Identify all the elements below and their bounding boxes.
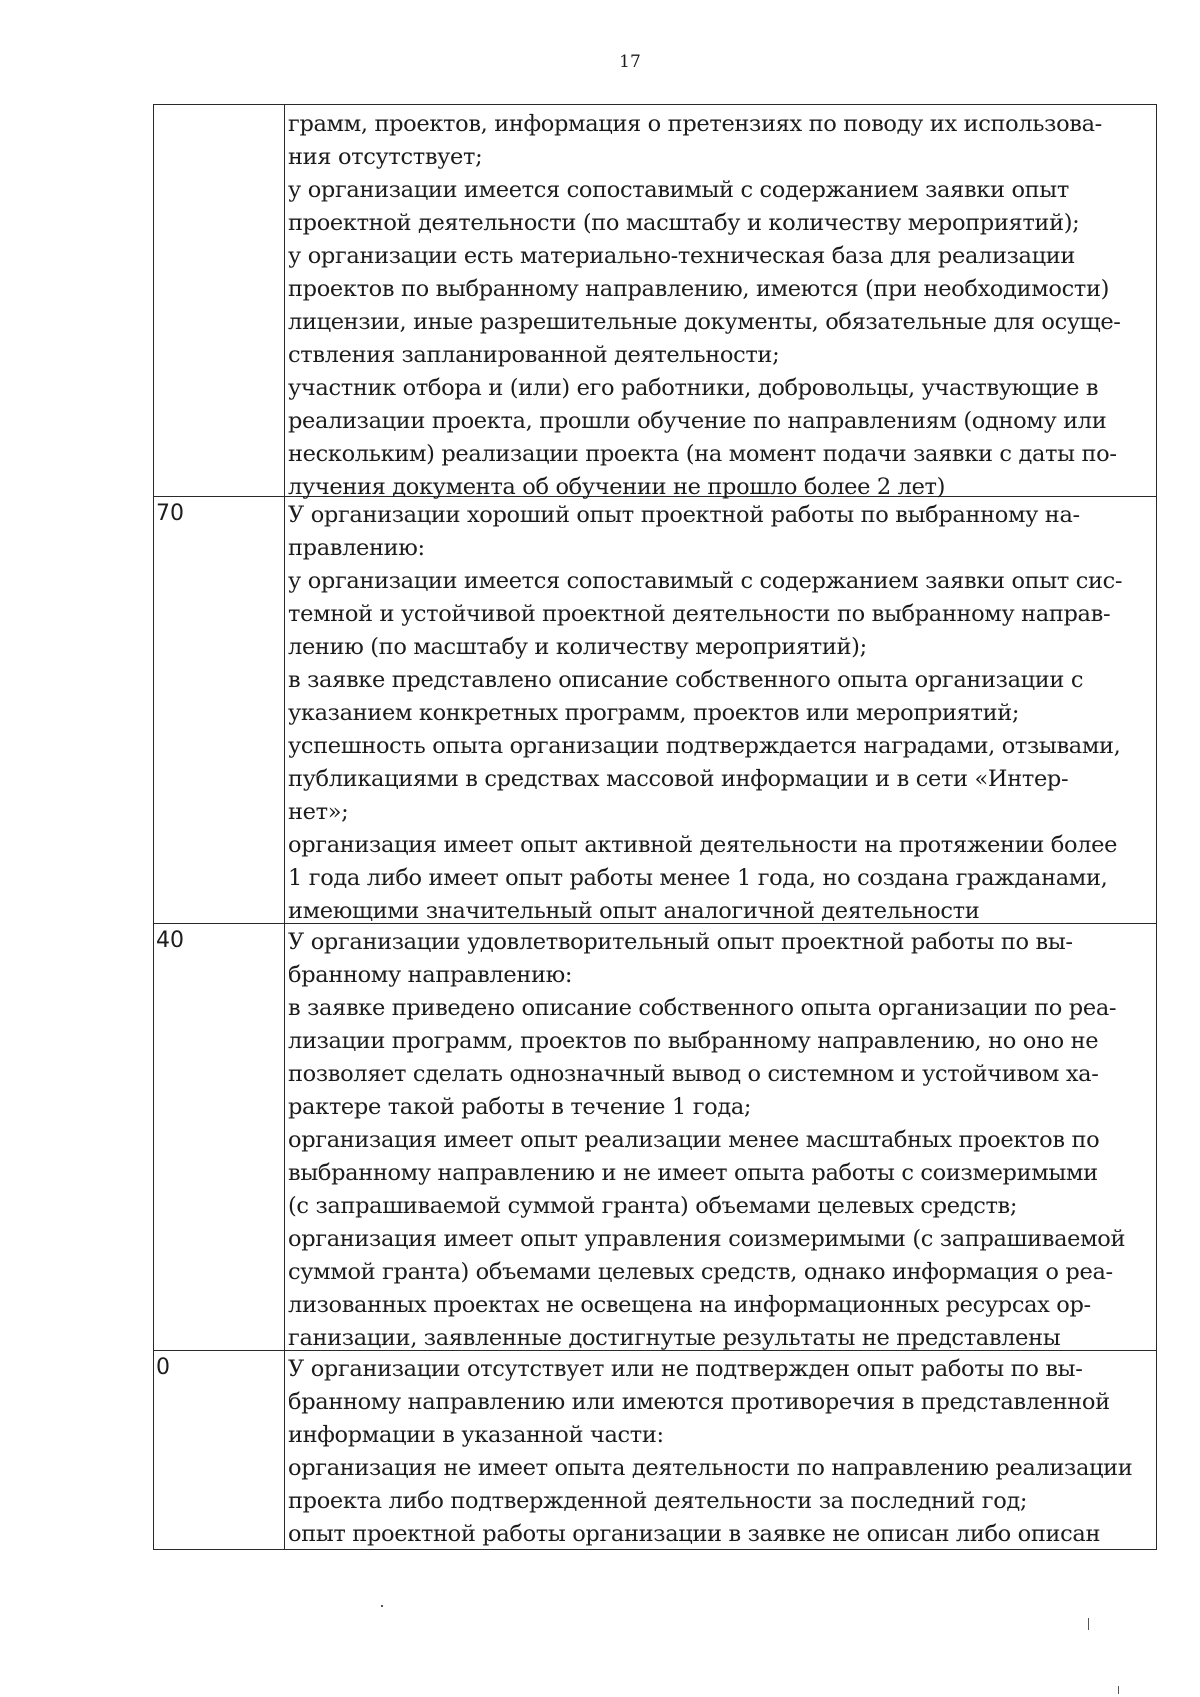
description-line: ния отсутствует; bbox=[288, 144, 483, 170]
description-line: рактере такой работы в течение 1 года; bbox=[288, 1094, 752, 1120]
description-line: у организации есть материально-техническая база для реализации bbox=[288, 243, 1076, 269]
description-line: бранному направлению или имеются противоречия в представленной bbox=[288, 1389, 1110, 1415]
description-line: публикациями в средствах массовой информации и в сети «Интер- bbox=[288, 766, 1069, 792]
description-line: выбранному направлению и не имеет опыта работы с соизмеримыми bbox=[288, 1160, 1098, 1186]
description-line: У организации хороший опыт проектной работы по выбранному на- bbox=[288, 502, 1080, 528]
description-line: организация имеет опыт активной деятельности на протяжении более bbox=[288, 832, 1118, 858]
description-line: в заявке приведено описание собственного опыта организации по реа- bbox=[288, 995, 1117, 1021]
scan-speck bbox=[1118, 1686, 1119, 1694]
description-line: участник отбора и (или) его работники, добровольцы, участвующие в bbox=[288, 375, 1099, 401]
description-line: указанием конкретных программ, проектов или мероприятий; bbox=[288, 700, 1020, 726]
description-line: У организации отсутствует или не подтвержден опыт работы по вы- bbox=[288, 1356, 1083, 1382]
description-line: проектной деятельности (по масштабу и количеству мероприятий); bbox=[288, 210, 1080, 236]
description-line: лизованных проектах не освещена на информационных ресурсах ор- bbox=[288, 1292, 1091, 1318]
description-line: нескольким) реализации проекта (на момент подачи заявки с даты по- bbox=[288, 441, 1117, 467]
description-cell bbox=[288, 108, 1154, 504]
description-cell bbox=[288, 499, 1154, 928]
description-line: организация не имеет опыта деятельности по направлению реализации bbox=[288, 1455, 1133, 1481]
description-line: ствления запланированной деятельности; bbox=[288, 342, 780, 368]
score-cell: 70 bbox=[156, 501, 184, 526]
description-cell bbox=[288, 1353, 1154, 1551]
description-line: организация имеет опыт управления соизмеримыми (с запрашиваемой bbox=[288, 1226, 1126, 1252]
description-line: проекта либо подтвержденной деятельности за последний год; bbox=[288, 1488, 1028, 1514]
page-number: 17 bbox=[619, 52, 641, 72]
column-divider bbox=[284, 105, 285, 1549]
description-line: нет»; bbox=[288, 799, 349, 825]
description-line: информации в указанной части: bbox=[288, 1422, 664, 1448]
criteria-table bbox=[153, 104, 1157, 1550]
description-line: лицензии, иные разрешительные документы, обязательные для осуще- bbox=[288, 309, 1121, 335]
score-cell: 0 bbox=[156, 1355, 170, 1380]
description-line: (с запрашиваемой суммой гранта) объемами целевых средств; bbox=[288, 1193, 1018, 1219]
description-line: позволяет сделать однозначный вывод о системном и устойчивом ха- bbox=[288, 1061, 1099, 1087]
description-line: проектов по выбранному направлению, имеются (при необходимости) bbox=[288, 276, 1110, 302]
description-line: организация имеет опыт реализации менее масштабных проектов по bbox=[288, 1127, 1100, 1153]
description-line: имеющими значительный опыт аналогичной деятельности bbox=[288, 898, 980, 924]
description-line: правлению: bbox=[288, 535, 425, 561]
description-line: реализации проекта, прошли обучение по направлениям (одному или bbox=[288, 408, 1107, 434]
description-line: у организации имеется сопоставимый с содержанием заявки опыт сис- bbox=[288, 568, 1123, 594]
score-cell: 40 bbox=[156, 928, 184, 953]
description-line: лению (по масштабу и количеству мероприятий); bbox=[288, 634, 867, 660]
description-line: 1 года либо имеет опыт работы менее 1 года, но создана гражданами, bbox=[288, 865, 1108, 891]
description-cell bbox=[288, 926, 1154, 1355]
description-line: успешность опыта организации подтверждается наградами, отзывами, bbox=[288, 733, 1121, 759]
scan-speck bbox=[381, 1605, 383, 1607]
description-line: лучения документа об обучении не прошло более 2 лет) bbox=[288, 474, 946, 500]
description-line: грамм, проектов, информация о претензиях по поводу их использова- bbox=[288, 111, 1102, 137]
description-line: бранному направлению: bbox=[288, 962, 573, 988]
description-line: У организации удовлетворительный опыт проектной работы по вы- bbox=[288, 929, 1073, 955]
description-line: ганизации, заявленные достигнутые результаты не представлены bbox=[288, 1325, 1061, 1351]
description-line: темной и устойчивой проектной деятельности по выбранному направ- bbox=[288, 601, 1111, 627]
description-line: опыт проектной работы организации в заявке не описан либо описан bbox=[288, 1521, 1101, 1547]
description-line: у организации имеется сопоставимый с содержанием заявки опыт bbox=[288, 177, 1069, 203]
description-line: лизации программ, проектов по выбранному направлению, но оно не bbox=[288, 1028, 1099, 1054]
scan-speck bbox=[1088, 1618, 1089, 1630]
description-line: в заявке представлено описание собственного опыта организации с bbox=[288, 667, 1084, 693]
description-line: суммой гранта) объемами целевых средств, однако информация о реа- bbox=[288, 1259, 1113, 1285]
